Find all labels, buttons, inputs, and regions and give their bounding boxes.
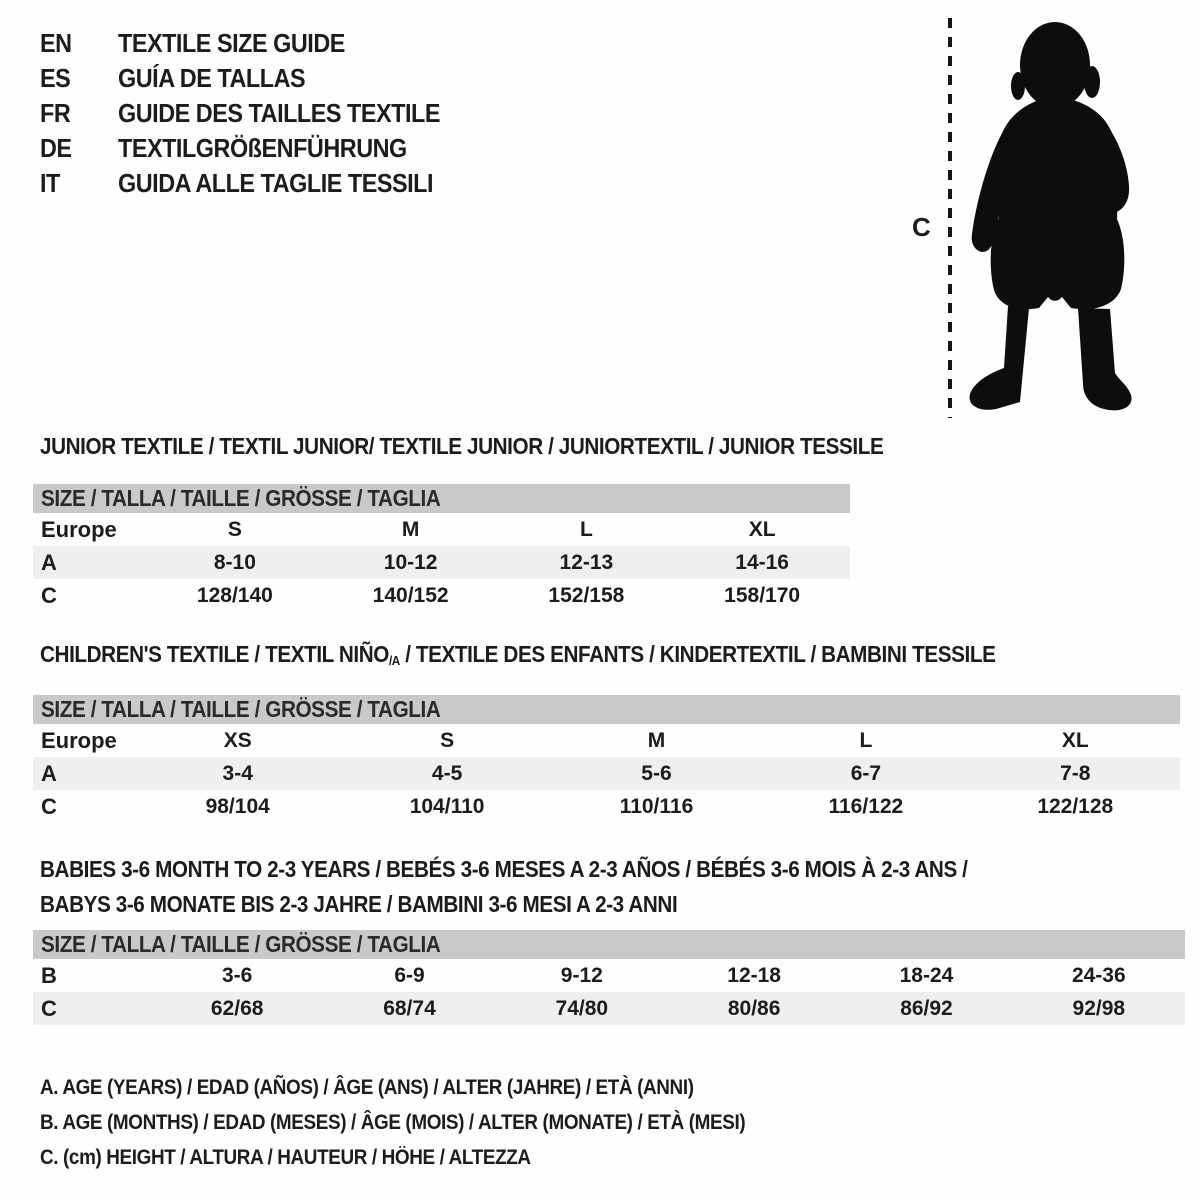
row-label: Europe — [41, 727, 117, 753]
language-code: DE — [40, 133, 72, 163]
size-cell: S — [440, 728, 455, 752]
legend-line-age-years: A. AGE (YEARS) / EDAD (AÑOS) / ÂGE (ANS) / ALTER (JAHRE) / ETÀ (ANNI) — [40, 1076, 694, 1099]
size-cell: XS — [223, 728, 252, 752]
months-cell: 3-6 — [221, 963, 253, 987]
age-cell: 7-8 — [971, 757, 1180, 790]
language-code: FR — [40, 98, 71, 128]
language-title: GUIDA ALLE TAGLIE TESSILI — [118, 168, 434, 198]
height-cell: 92/98 — [1013, 992, 1185, 1025]
size-cell: L — [579, 517, 593, 541]
height-cell: 98/104 — [205, 794, 270, 818]
age-cell: 10-12 — [323, 546, 499, 579]
height-cell: 122/128 — [1037, 794, 1114, 818]
months-cell: 6-9 — [394, 963, 425, 987]
size-cell: L — [859, 728, 873, 752]
language-code: EN — [40, 28, 72, 58]
height-cell: 116/122 — [828, 794, 904, 818]
age-cell: 6-7 — [761, 757, 970, 790]
language-code: IT — [40, 168, 60, 198]
height-cell: 68/74 — [323, 992, 495, 1025]
age-cell: 5-6 — [552, 757, 761, 790]
height-cell: 86/92 — [840, 992, 1012, 1025]
height-cell: 104/110 — [409, 794, 485, 818]
row-label: C — [41, 793, 57, 819]
row-label: C — [33, 992, 151, 1025]
table-row-months — [33, 959, 1185, 992]
age-cell: 3-4 — [133, 757, 342, 790]
table-row-europe — [33, 513, 850, 546]
table-row-height — [33, 579, 850, 612]
children-section — [33, 642, 1180, 823]
children-section-title: CHILDREN'S TEXTILE / TEXTIL NIÑO/A / TEXTILE DES ENFANTS / KINDERTEXTIL / BAMBINI TESSILE — [40, 641, 996, 668]
height-cell: 158/170 — [724, 583, 801, 607]
height-cell: 140/152 — [372, 583, 449, 607]
junior-section-title: JUNIOR TEXTILE / TEXTIL JUNIOR/ TEXTILE JUNIOR / JUNIORTEXTIL / JUNIOR TESSILE — [40, 433, 884, 459]
title-subscript: /A — [388, 653, 400, 668]
table-row-age — [33, 546, 850, 579]
row-label: A — [33, 546, 147, 579]
age-cell: 8-10 — [147, 546, 323, 579]
table-header-row — [33, 695, 1180, 724]
row-label: B — [41, 962, 57, 988]
legend-block — [40, 1070, 824, 1175]
height-cell: 80/86 — [668, 992, 840, 1025]
toddler-silhouette-icon — [963, 16, 1145, 420]
size-cell: S — [227, 517, 242, 541]
legend-line-height-cm: C. (cm) HEIGHT / ALTURA / HAUTEUR / HÖHE / ALTEZZA — [40, 1146, 531, 1169]
height-cell: 74/80 — [496, 992, 668, 1025]
babies-section — [33, 852, 1185, 1025]
age-cell: 12-13 — [499, 546, 675, 579]
language-row-it — [40, 166, 476, 201]
language-row-en — [40, 26, 476, 61]
table-row-height — [33, 992, 1185, 1025]
table-header-row — [33, 484, 850, 513]
size-cell: M — [647, 728, 666, 752]
height-cell: 128/140 — [196, 583, 273, 607]
size-header-cell: SIZE / TALLA / TAILLE / GRÖSSE / TAGLIA — [33, 695, 1180, 724]
row-label: Europe — [41, 516, 117, 542]
legend-line-age-months: B. AGE (MONTHS) / EDAD (MESES) / ÂGE (MOIS) / ALTER (MONATE) / ETÀ (MESI) — [40, 1111, 746, 1134]
language-title-block — [40, 26, 476, 201]
age-cell: 14-16 — [674, 546, 850, 579]
months-cell: 12-18 — [727, 963, 781, 987]
babies-size-table — [33, 930, 1185, 1025]
age-cell: 4-5 — [342, 757, 551, 790]
language-title: GUÍA DE TALLAS — [118, 63, 306, 93]
height-measure-label: C — [912, 212, 931, 242]
language-row-fr — [40, 96, 476, 131]
language-row-es — [40, 61, 476, 96]
table-row-europe — [33, 724, 1180, 757]
row-label: C — [41, 582, 57, 608]
language-title: GUIDE DES TAILLES TEXTILE — [118, 98, 441, 128]
language-title: TEXTILGRÖßENFÜHRUNG — [118, 133, 407, 163]
junior-size-table — [33, 484, 850, 612]
table-row-age — [33, 757, 1180, 790]
language-row-de — [40, 131, 476, 166]
row-label: A — [33, 757, 133, 790]
language-code: ES — [40, 63, 71, 93]
height-cell: 62/68 — [151, 992, 323, 1025]
size-cell: XL — [748, 517, 776, 541]
size-header-cell: SIZE / TALLA / TAILLE / GRÖSSE / TAGLIA — [33, 930, 1185, 959]
table-row-height — [33, 790, 1180, 823]
table-header-row — [33, 930, 1185, 959]
height-measure-dashed-line — [948, 18, 952, 418]
size-header-cell: SIZE / TALLA / TAILLE / GRÖSSE / TAGLIA — [33, 484, 850, 513]
babies-section-title-line2: BABYS 3-6 MONATE BIS 2-3 JAHRE / BAMBINI 3-6 MESI A 2-3 ANNI — [40, 891, 678, 917]
months-cell: 24-36 — [1071, 963, 1126, 987]
children-size-table — [33, 695, 1180, 823]
height-cell: 110/116 — [619, 794, 694, 818]
height-cell: 152/158 — [548, 583, 625, 607]
junior-section — [33, 433, 884, 612]
size-cell: XL — [1061, 728, 1089, 752]
babies-section-title-line1: BABIES 3-6 MONTH TO 2-3 YEARS / BEBÉS 3-6 MESES A 2-3 AÑOS / BÉBÉS 3-6 MOIS À 2-3 ANS / — [40, 856, 968, 882]
size-cell: M — [401, 517, 420, 541]
months-cell: 18-24 — [899, 963, 954, 987]
language-title: TEXTILE SIZE GUIDE — [118, 28, 345, 58]
months-cell: 9-12 — [560, 963, 603, 987]
